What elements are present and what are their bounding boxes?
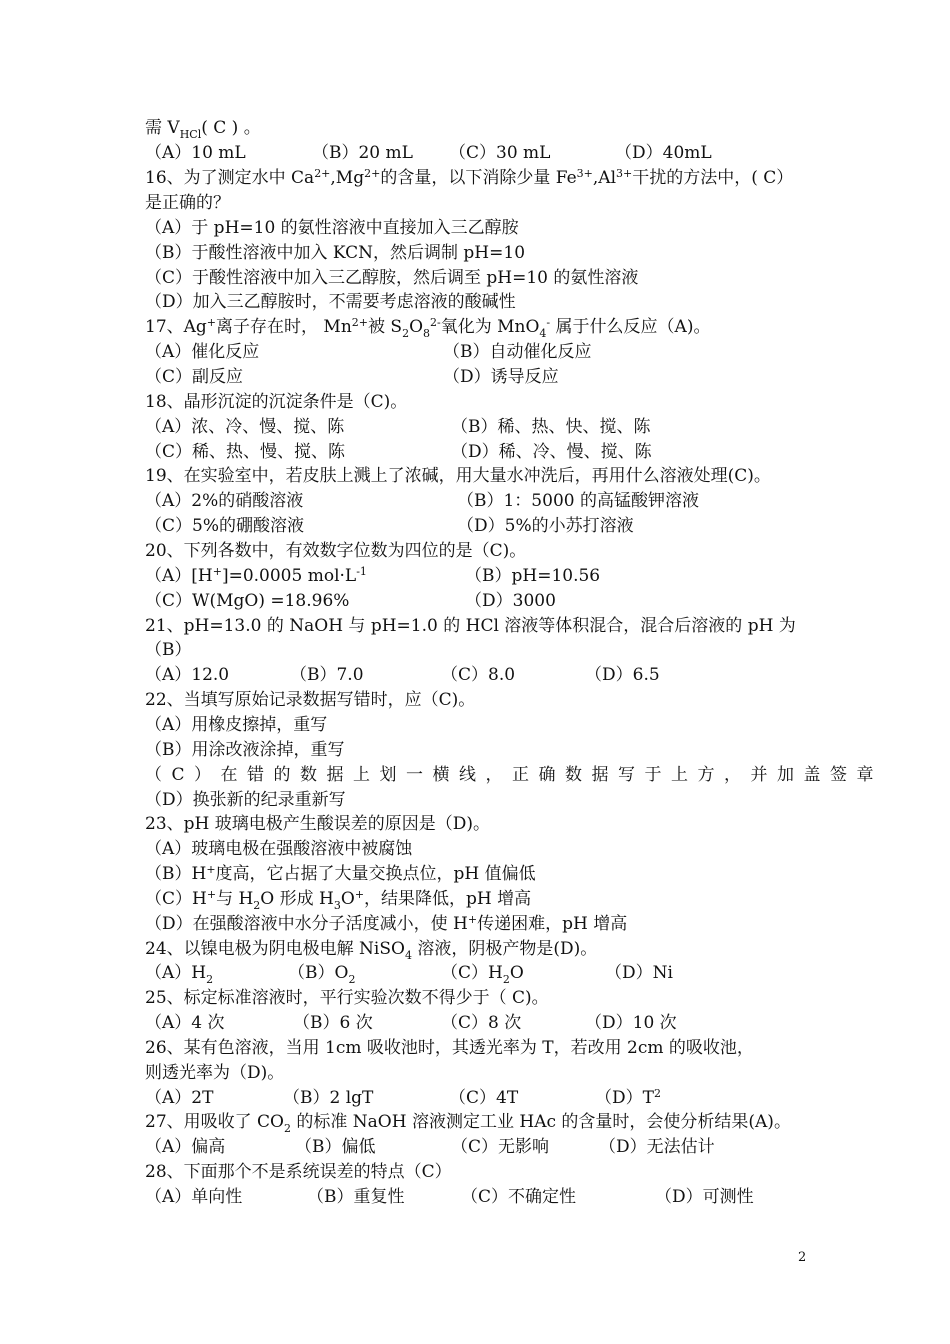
option: （B）6 次 bbox=[293, 1013, 373, 1033]
option: （C）4T bbox=[449, 1088, 519, 1108]
question-26: 26、某有色溶液，当用 1cm 吸收池时，其透光率为 T，若改用 2cm 的吸收池， bbox=[145, 1038, 754, 1058]
option: $(C)H_2O$ bbox=[441, 963, 524, 986]
option: （D）诱导反应 bbox=[443, 367, 559, 387]
option: （C）8.0 bbox=[441, 665, 516, 685]
question-20: 20、下列各数中，有效数字位数为四位的是（C)。 bbox=[145, 541, 527, 561]
option: （A）4 次 bbox=[145, 1013, 225, 1033]
option: （D）可测性 bbox=[655, 1187, 754, 1207]
option: （B）偏低 bbox=[295, 1137, 376, 1157]
option: （B）稀、热、快、搅、陈 bbox=[451, 417, 651, 437]
option: （A）12.0 bbox=[145, 665, 230, 685]
option: （C）副反应 bbox=[145, 367, 244, 387]
option: （C）W(MgO) =18.96% bbox=[145, 591, 350, 611]
text-line: （D）在强酸溶液中水分子活度减小，使 H+传递困难，pH 增高 bbox=[145, 913, 628, 934]
option: （A）偏高 bbox=[145, 1137, 226, 1157]
text-line: （C）于酸性溶液中加入三乙醇胺，然后调至 pH=10 的氨性溶液 bbox=[145, 268, 639, 288]
text-line: （B） bbox=[145, 640, 192, 660]
text-line: 是正确的？ bbox=[145, 193, 230, 213]
option: （D）10 次 bbox=[585, 1013, 677, 1033]
option: （C）不确定性 bbox=[461, 1187, 577, 1207]
option: （A）单向性 bbox=[145, 1187, 243, 1207]
text-line: 则透光率为（D)。 bbox=[145, 1063, 285, 1083]
question-21: 21、pH=13.0 的 NaOH 与 pH=1.0 的 HCl 溶液等体积混合，混合后溶液的 pH 为 bbox=[145, 616, 796, 636]
question-27: 27、用吸收了 $CO_2$ 的标准 NaOH 溶液测定工业 HAc 的含量时，会使分析结果(A)。 bbox=[145, 1112, 791, 1135]
option: （D）无法估计 bbox=[599, 1137, 715, 1157]
option: （B）2 lgT bbox=[283, 1088, 374, 1108]
option: （D）5%的小苏打溶液 bbox=[457, 516, 634, 536]
option: （B）重复性 bbox=[307, 1187, 405, 1207]
text-line: （C）H+与 $H_2O$ 形成 $H_3O^+$，结果降低，pH 增高 bbox=[145, 888, 532, 912]
option: （A）催化反应 bbox=[145, 342, 260, 362]
text-line: （A）用橡皮擦掉，重写 bbox=[145, 715, 328, 735]
option: （C）30 mL bbox=[449, 143, 551, 163]
text-line: （C）在错的数据上划一横线，正确数据写于上方，并加盖签章 bbox=[145, 765, 884, 785]
question-28: 28、下面那个不是系统误差的特点（C） bbox=[145, 1162, 452, 1182]
text-line: （B）用涂改液涂掉，重写 bbox=[145, 740, 345, 760]
option: （D）3000 bbox=[465, 591, 556, 611]
option: $(B)O_2$ bbox=[288, 963, 356, 986]
option: （A）[H+]=0.0005 $mol\cdot L^{-1}$ bbox=[145, 565, 367, 586]
option: （D）40mL bbox=[615, 143, 712, 163]
option: （D）Ni bbox=[605, 963, 673, 983]
text-line: （A）于 pH=10 的氨性溶液中直接加入三乙醇胺 bbox=[145, 218, 519, 238]
question-19: 19、在实验室中，若皮肤上溅上了浓碱，用大量水冲洗后，再用什么溶液处理(C)。 bbox=[145, 466, 771, 486]
text-line: （B）H+度高，它占据了大量交换点位，pH 值偏低 bbox=[145, 863, 536, 884]
page-number: 2 bbox=[798, 1250, 807, 1265]
option: （B）1：5000 的高锰酸钾溶液 bbox=[457, 491, 699, 511]
option: （B）20 mL bbox=[312, 143, 413, 163]
question-25: 25、标定标准溶液时，平行实验次数不得少于（ C)。 bbox=[145, 988, 549, 1008]
option: （D）6.5 bbox=[585, 665, 660, 685]
question-22: 22、当填写原始记录数据写错时，应（C)。 bbox=[145, 690, 476, 710]
option: $(D)T^2$ bbox=[595, 1087, 661, 1108]
line-q15-tail: 需 $V_{HCl}$( C ) 。 bbox=[145, 118, 261, 141]
question-23: 23、pH 玻璃电极产生酸误差的原因是（D)。 bbox=[145, 814, 491, 834]
text-line: （D）加入三乙醇胺时，不需要考虑溶液的酸碱性 bbox=[145, 292, 516, 312]
option: （C）5%的硼酸溶液 bbox=[145, 516, 304, 536]
question-17: 17、Ag+离子存在时， $Mn^{2+}$被 $S_2O_8^{2-}$氧化为 MnO$_4$- 属于什么反应（A)。 bbox=[145, 316, 711, 340]
option: （C）8 次 bbox=[441, 1013, 522, 1033]
option: $(A)H_2$ bbox=[145, 963, 214, 986]
option: （C）稀、热、慢、搅、陈 bbox=[145, 442, 346, 462]
option: （A）10 mL bbox=[145, 143, 246, 163]
question-18: 18、晶形沉淀的沉淀条件是（C)。 bbox=[145, 392, 408, 412]
option: （A）浓、冷、慢、搅、陈 bbox=[145, 417, 345, 437]
option: （B）7.0 bbox=[290, 665, 364, 685]
text-line: （D）换张新的纪录重新写 bbox=[145, 790, 346, 810]
option: （D）稀、冷、慢、搅、陈 bbox=[451, 442, 652, 462]
text-line: （B）于酸性溶液中加入 KCN，然后调制 pH=10 bbox=[145, 243, 526, 263]
option: （C）无影响 bbox=[451, 1137, 550, 1157]
option: （B）自动催化反应 bbox=[443, 342, 592, 362]
option: （A）2T bbox=[145, 1088, 214, 1108]
option: （B）pH=10.56 bbox=[465, 566, 601, 586]
option: （A）2%的硝酸溶液 bbox=[145, 491, 304, 511]
text-line: （A）玻璃电极在强酸溶液中被腐蚀 bbox=[145, 839, 413, 859]
question-16: 16、为了测定水中 $Ca^{2+},Mg^{2+}$的含量，以下消除少量 $Fe^{3+},Al^{3+}$干扰的方法中，( C） bbox=[145, 167, 794, 188]
question-24: 24、以镍电极为阴电极电解 NiSO$_4$ 溶液，阴极产物是(D)。 bbox=[145, 939, 598, 962]
